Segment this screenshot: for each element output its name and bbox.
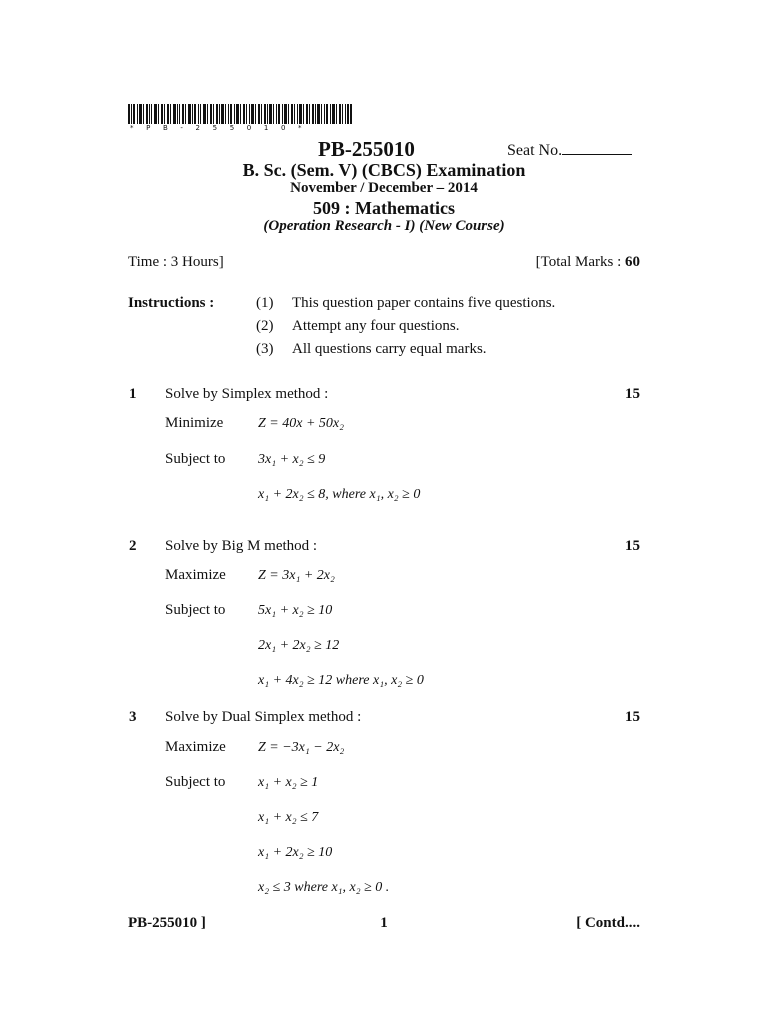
subject-title: 509 : Mathematics bbox=[313, 198, 455, 218]
constraint: x₁ + x₂ ≤ 7 bbox=[258, 810, 319, 825]
objective-label: Maximize bbox=[165, 739, 226, 755]
question-marks: 15 bbox=[625, 386, 640, 402]
page-number: 1 bbox=[380, 915, 388, 931]
objective-function: Z = 3x₁ + 2x₂ bbox=[258, 568, 335, 583]
question-text: Solve by Big M method : bbox=[165, 538, 318, 554]
instruction-text: This question paper contains five questions. bbox=[292, 295, 556, 311]
objective-function: Z = −3x₁ − 2x₂ bbox=[258, 740, 345, 755]
time-allowed: Time : 3 Hours] bbox=[128, 254, 224, 270]
exam-title: B. Sc. (Sem. V) (CBCS) Examination bbox=[242, 160, 526, 180]
objective-function: Z = 40x + 50x₂ bbox=[258, 416, 344, 431]
question-marks: 15 bbox=[625, 538, 640, 554]
course-title: (Operation Research - I) (New Course) bbox=[263, 218, 505, 234]
subject-to-label: Subject to bbox=[165, 602, 226, 618]
objective-label: Minimize bbox=[165, 415, 224, 431]
constraint: x₁ + 2x₂ ≥ 10 bbox=[258, 845, 333, 860]
subject-to-label: Subject to bbox=[165, 451, 226, 467]
constraint: 3x₁ + x₂ ≤ 9 bbox=[258, 452, 326, 467]
seat-number-blank bbox=[562, 140, 632, 155]
total-marks bbox=[536, 254, 640, 271]
question-number: 3 bbox=[129, 709, 137, 725]
total-marks-label: [Total Marks : bbox=[535, 254, 625, 270]
objective-label: Maximize bbox=[165, 567, 226, 583]
seat-number bbox=[507, 140, 632, 160]
constraint: 2x₁ + 2x₂ ≥ 12 bbox=[258, 638, 340, 653]
paper-code: PB-255010 bbox=[318, 137, 415, 161]
question-marks: 15 bbox=[625, 709, 640, 725]
instruction-number: (3) bbox=[256, 341, 274, 357]
constraint: x₁ + x₂ ≥ 1 bbox=[258, 775, 319, 790]
footer-continued: [ Contd.... bbox=[576, 915, 640, 931]
constraint: 5x₁ + x₂ ≥ 10 bbox=[258, 603, 333, 618]
constraint: x₁ + 2x₂ ≤ 8, where x₁, x₂ ≥ 0 bbox=[258, 487, 421, 502]
question-text: Solve by Simplex method : bbox=[165, 386, 329, 402]
question-text: Solve by Dual Simplex method : bbox=[165, 709, 362, 725]
barcode bbox=[128, 104, 352, 124]
barcode-caption: * P B - 2 5 5 0 1 0 * bbox=[130, 124, 307, 132]
question-number: 1 bbox=[129, 386, 137, 402]
question-number: 2 bbox=[129, 538, 137, 554]
instruction-number: (1) bbox=[256, 295, 274, 311]
exam-session: November / December – 2014 bbox=[290, 180, 478, 196]
instruction-text: Attempt any four questions. bbox=[292, 318, 460, 334]
instructions-label: Instructions : bbox=[128, 295, 215, 311]
constraint: x₂ ≤ 3 where x₁, x₂ ≥ 0 . bbox=[258, 880, 390, 895]
instruction-text: All questions carry equal marks. bbox=[292, 341, 487, 357]
subject-to-label: Subject to bbox=[165, 774, 226, 790]
seat-label: Seat No. bbox=[507, 142, 563, 159]
constraint: x₁ + 4x₂ ≥ 12 where x₁, x₂ ≥ 0 bbox=[258, 673, 424, 688]
total-marks-value: 60 bbox=[625, 254, 640, 270]
instruction-number: (2) bbox=[256, 318, 274, 334]
footer-paper-code: PB-255010 ] bbox=[128, 915, 206, 931]
